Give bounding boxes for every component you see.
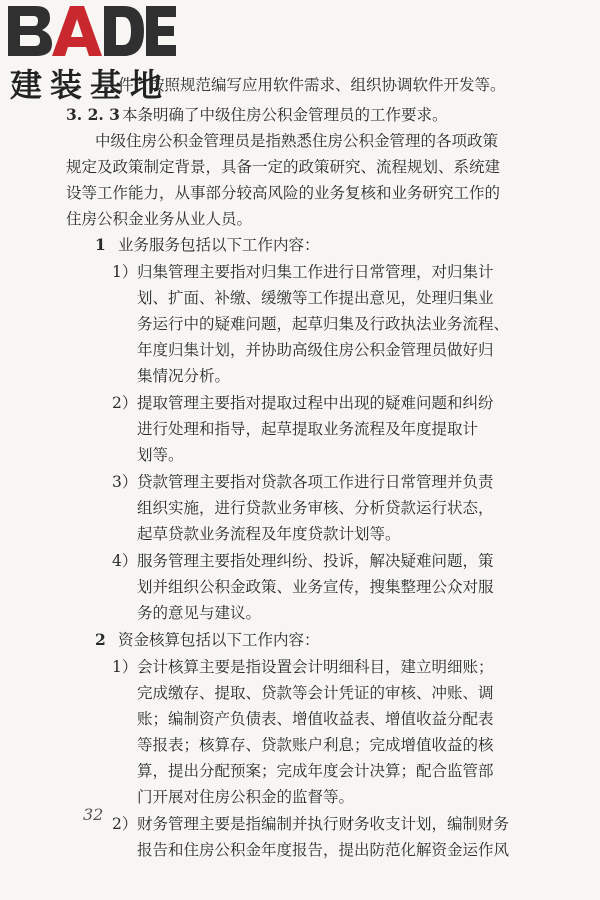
item-line: 起草贷款业务流程及年度贷款计划等。 (137, 525, 401, 543)
page-number: 32 (83, 805, 104, 824)
intro-line: 规定及政策制定背景，具备一定的政策研究、流程规划、系统建 (66, 158, 501, 176)
item-line: 进行处理和指导，起草提取业务流程及年度提取计 (137, 420, 479, 438)
group-number: 1 (95, 235, 106, 254)
logo-wordmark (6, 4, 176, 58)
item-line: 报告和住房公积金年度报告，提出防范化解资金运作风 (137, 841, 510, 859)
item-line: 会计核算主要是指设置会计明细科目，建立明细账； (137, 658, 494, 676)
item-line: 门开展对住房公积金的监督等。 (137, 788, 355, 806)
item-line: 等报表；核算存、贷款账户利息；完成增值收益的核 (137, 736, 494, 754)
item-line: 组织实施，进行贷款业务审核、分析贷款运行状态， (137, 499, 494, 517)
item-line: 划、扩面、补缴、缓缴等工作提出意见，处理归集业 (137, 289, 494, 307)
item-line: 算，提出分配预案；完成年度会计决算；配合监管部 (137, 762, 494, 780)
item-marker: 1） (112, 658, 138, 676)
item-line: 财务管理主要是指编制并执行财务收支计划，编制财务 (137, 815, 510, 833)
item-line: 年度归集计划，并协助高级住房公积金管理员做好归 (137, 341, 494, 359)
group-number: 2 (95, 630, 106, 649)
intro-line: 中级住房公积金管理员是指熟悉住房公积金管理的各项政策 (95, 132, 499, 150)
group-title: 资金核算包括以下工作内容： (118, 631, 320, 649)
logo-subtitle: 建装基地 (10, 66, 171, 104)
item-line: 服务管理主要指处理纠纷、投诉，解决疑难问题，策 (137, 552, 494, 570)
item-marker: 2） (112, 815, 138, 833)
item-line: 归集管理主要指对归集工作进行日常管理，对归集计 (137, 263, 494, 281)
item-line: 划并组织公积金政策、业务宣传，搜集整理公众对服 (137, 578, 494, 596)
continuation-line: 件，按照规范编写应用软件需求、组织协调软件开发等。 (118, 76, 506, 94)
item-line: 完成缴存、提取、贷款等会计凭证的审核、冲账、调 (137, 684, 494, 702)
item-line: 账；编制资产负债表、增值收益表、增值收益分配表 (137, 710, 494, 728)
item-line: 划等。 (137, 446, 184, 464)
section-heading: 本条明确了中级住房公积金管理员的工作要求。 (122, 106, 448, 124)
intro-line: 设等工作能力，从事部分较高风险的业务复核和业务研究工作的 (66, 184, 501, 202)
section-number: 3. 2. 3 (66, 105, 120, 124)
item-line: 务的意见与建议。 (137, 604, 262, 622)
intro-line: 住房公积金业务从业人员。 (66, 210, 253, 228)
item-line: 贷款管理主要指对贷款各项工作进行日常管理并负责 (137, 473, 494, 491)
item-line: 提取管理主要指对提取过程中出现的疑难问题和纠纷 (137, 394, 494, 412)
group-title: 业务服务包括以下工作内容： (118, 236, 320, 254)
item-marker: 3） (112, 473, 138, 491)
item-marker: 4） (112, 552, 138, 570)
item-line: 集情况分析。 (137, 367, 231, 385)
logo-wordmark-icon (6, 4, 176, 58)
item-line: 务运行中的疑难问题，起草归集及行政执法业务流程、 (137, 315, 510, 333)
item-marker: 1） (112, 263, 138, 281)
item-marker: 2） (112, 394, 138, 412)
